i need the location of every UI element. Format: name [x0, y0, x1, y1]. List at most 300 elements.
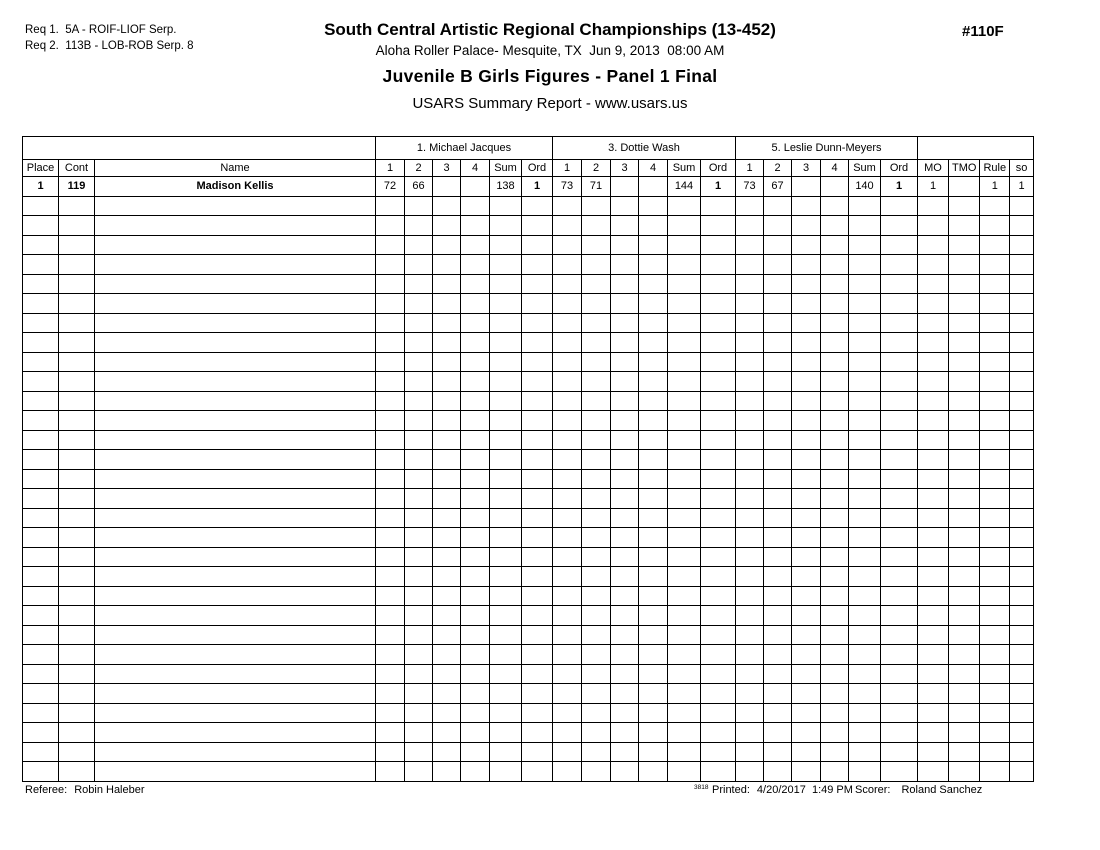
cell-so — [1010, 235, 1034, 255]
cell-j2-score2 — [582, 372, 611, 392]
cell-j2-ord — [701, 528, 736, 548]
cell-j3-score1 — [736, 606, 764, 626]
cell-j2-score4 — [639, 508, 668, 528]
cell-j2-score1 — [553, 391, 582, 411]
cell-rule — [980, 528, 1010, 548]
cell-j3-sum — [849, 294, 881, 314]
cell-rule — [980, 430, 1010, 450]
cell-rule — [980, 313, 1010, 333]
cell-j2-score4 — [639, 625, 668, 645]
cell-j3-sum — [849, 274, 881, 294]
cell-j2-score3 — [611, 333, 639, 353]
cell-j3-score2 — [764, 547, 792, 567]
cell-j1-score1 — [376, 255, 405, 275]
cell-cont — [59, 430, 95, 450]
cell-name — [95, 450, 376, 470]
cell-j1-sum — [490, 372, 522, 392]
event-title: Juvenile B Girls Figures - Panel 1 Final — [382, 66, 718, 86]
cell-j3-score3 — [792, 762, 821, 782]
cell-mo: 1 — [918, 177, 949, 197]
cell-mo — [918, 606, 949, 626]
cell-tmo — [949, 177, 980, 197]
cell-j2-score2 — [582, 313, 611, 333]
cell-j3-score2 — [764, 625, 792, 645]
cell-cont — [59, 372, 95, 392]
judge-row-spacer-right — [918, 137, 1034, 160]
cell-j3-score3 — [792, 313, 821, 333]
cell-j1-sum — [490, 333, 522, 353]
cell-j2-ord — [701, 430, 736, 450]
cell-place — [23, 391, 59, 411]
cell-mo — [918, 255, 949, 275]
cell-place — [23, 664, 59, 684]
cell-j2-sum — [668, 411, 701, 431]
cell-j2-score3 — [611, 586, 639, 606]
cell-j2-score3 — [611, 411, 639, 431]
cell-j3-score1 — [736, 469, 764, 489]
cell-j2-score3 — [611, 606, 639, 626]
cell-place — [23, 742, 59, 762]
cell-so — [1010, 645, 1034, 665]
cell-rule — [980, 645, 1010, 665]
cell-name — [95, 313, 376, 333]
cell-j3-sum — [849, 255, 881, 275]
cell-j3-sum — [849, 547, 881, 567]
cell-j1-score1 — [376, 762, 405, 782]
cell-tmo — [949, 528, 980, 548]
cell-j3-sum — [849, 567, 881, 587]
cell-j2-ord — [701, 489, 736, 509]
empty-row — [23, 196, 1034, 216]
cell-j3-score1 — [736, 430, 764, 450]
cell-j1-ord — [522, 391, 553, 411]
cell-j1-sum — [490, 489, 522, 509]
empty-row — [23, 352, 1034, 372]
cell-j2-sum — [668, 684, 701, 704]
cell-j1-score1 — [376, 625, 405, 645]
cell-j2-sum — [668, 274, 701, 294]
cell-j3-score3 — [792, 567, 821, 587]
cell-j1-score3 — [433, 450, 461, 470]
cell-rule — [980, 508, 1010, 528]
cell-cont — [59, 235, 95, 255]
cell-j2-score3 — [611, 528, 639, 548]
cell-j2-score3 — [611, 645, 639, 665]
cell-j1-score1 — [376, 742, 405, 762]
col-header-mo: MO — [918, 160, 949, 177]
cell-j2-score3 — [611, 684, 639, 704]
cell-j2-score3 — [611, 547, 639, 567]
cell-j2-ord: 1 — [701, 177, 736, 197]
cell-j3-score1 — [736, 664, 764, 684]
cell-j2-ord — [701, 547, 736, 567]
cell-j3-score4 — [821, 547, 849, 567]
cell-j3-ord — [881, 567, 918, 587]
cell-j3-score2 — [764, 586, 792, 606]
cell-j1-ord — [522, 196, 553, 216]
cell-j1-ord — [522, 313, 553, 333]
cell-j3-score2 — [764, 274, 792, 294]
cell-j1-sum — [490, 606, 522, 626]
cell-j1-score3 — [433, 645, 461, 665]
cell-j2-score4 — [639, 294, 668, 314]
cell-j3-score1 — [736, 352, 764, 372]
cell-rule — [980, 664, 1010, 684]
cell-j3-score3 — [792, 177, 821, 197]
cell-j3-score3 — [792, 196, 821, 216]
cell-j2-score2 — [582, 645, 611, 665]
cell-j2-score1 — [553, 372, 582, 392]
empty-row — [23, 391, 1034, 411]
cell-j3-score4 — [821, 411, 849, 431]
col-header-j3-ord: Ord — [881, 160, 918, 177]
cell-j3-score1 — [736, 196, 764, 216]
cell-j2-score1 — [553, 313, 582, 333]
empty-row — [23, 450, 1034, 470]
cell-rule — [980, 469, 1010, 489]
cell-cont — [59, 216, 95, 236]
cell-j3-score1 — [736, 294, 764, 314]
event-number: #110F — [962, 23, 1004, 40]
cell-j1-score1 — [376, 547, 405, 567]
cell-name — [95, 625, 376, 645]
cell-j2-score4 — [639, 391, 668, 411]
cell-j1-ord — [522, 586, 553, 606]
cell-j3-score3 — [792, 645, 821, 665]
cell-j2-ord — [701, 333, 736, 353]
cell-j2-score3 — [611, 294, 639, 314]
cell-j2-score4 — [639, 684, 668, 704]
cell-place — [23, 216, 59, 236]
cell-j1-sum — [490, 625, 522, 645]
cell-rule — [980, 216, 1010, 236]
cell-j1-score4 — [461, 489, 490, 509]
cell-j1-sum — [490, 411, 522, 431]
cell-j2-score2 — [582, 762, 611, 782]
cell-tmo — [949, 567, 980, 587]
cell-j3-score2 — [764, 391, 792, 411]
cell-j2-ord — [701, 469, 736, 489]
cell-j1-score3 — [433, 684, 461, 704]
cell-j1-score1 — [376, 586, 405, 606]
cell-j3-sum — [849, 411, 881, 431]
cell-j3-sum — [849, 742, 881, 762]
cell-cont — [59, 528, 95, 548]
cell-j1-score2 — [405, 703, 433, 723]
cell-cont — [59, 684, 95, 704]
cell-j1-score3 — [433, 528, 461, 548]
cell-cont — [59, 196, 95, 216]
cell-j2-sum — [668, 391, 701, 411]
cell-j2-score1 — [553, 255, 582, 275]
cell-j1-score3 — [433, 742, 461, 762]
cell-j1-score3 — [433, 411, 461, 431]
cell-j3-ord — [881, 625, 918, 645]
cell-j3-ord — [881, 430, 918, 450]
empty-row — [23, 586, 1034, 606]
cell-j3-ord — [881, 235, 918, 255]
cell-j1-score1 — [376, 450, 405, 470]
cell-j3-score4 — [821, 372, 849, 392]
cell-name — [95, 586, 376, 606]
cell-j1-score3 — [433, 703, 461, 723]
cell-j3-score3 — [792, 430, 821, 450]
cell-j3-score3 — [792, 216, 821, 236]
cell-place — [23, 762, 59, 782]
cell-name — [95, 664, 376, 684]
empty-row — [23, 294, 1034, 314]
cell-mo — [918, 625, 949, 645]
cell-j1-sum — [490, 567, 522, 587]
cell-j2-score1 — [553, 703, 582, 723]
cell-tmo — [949, 430, 980, 450]
cell-j3-score4 — [821, 333, 849, 353]
cell-rule — [980, 567, 1010, 587]
cell-cont — [59, 274, 95, 294]
cell-j3-score4 — [821, 664, 849, 684]
judge-row-spacer-left — [23, 137, 376, 160]
cell-mo — [918, 586, 949, 606]
cell-j1-score2 — [405, 508, 433, 528]
cell-j2-sum — [668, 489, 701, 509]
cell-j3-sum — [849, 469, 881, 489]
judge-header-1: 1. Michael Jacques — [376, 137, 553, 160]
cell-j1-score1 — [376, 645, 405, 665]
col-header-j1-score2: 2 — [405, 160, 433, 177]
cell-j2-ord — [701, 625, 736, 645]
cell-rule — [980, 372, 1010, 392]
cell-j1-score1 — [376, 528, 405, 548]
col-header-j3-score1: 1 — [736, 160, 764, 177]
cell-j1-score2 — [405, 216, 433, 236]
cell-name — [95, 723, 376, 743]
cell-j1-score1 — [376, 313, 405, 333]
cell-j1-score4 — [461, 567, 490, 587]
cell-so — [1010, 625, 1034, 645]
cell-j2-score4 — [639, 255, 668, 275]
cell-so — [1010, 762, 1034, 782]
cell-mo — [918, 684, 949, 704]
result-row — [23, 177, 1034, 197]
scorer-label: Scorer: — [855, 784, 891, 796]
cell-j3-score4 — [821, 567, 849, 587]
cell-j1-ord — [522, 742, 553, 762]
cell-j2-score1 — [553, 684, 582, 704]
cell-j2-sum — [668, 547, 701, 567]
cell-j1-score4 — [461, 274, 490, 294]
cell-j2-score2 — [582, 606, 611, 626]
cell-j3-score2 — [764, 508, 792, 528]
cell-place — [23, 606, 59, 626]
cell-name — [95, 645, 376, 665]
cell-j3-score3 — [792, 352, 821, 372]
cell-j2-sum — [668, 235, 701, 255]
cell-place — [23, 196, 59, 216]
cell-j1-sum — [490, 586, 522, 606]
cell-j3-score1 — [736, 567, 764, 587]
cell-j3-ord — [881, 255, 918, 275]
cell-rule — [980, 255, 1010, 275]
cell-j1-score2 — [405, 333, 433, 353]
cell-j2-score3 — [611, 372, 639, 392]
cell-tmo — [949, 274, 980, 294]
cell-j3-sum — [849, 235, 881, 255]
cell-j3-sum — [849, 333, 881, 353]
cell-j1-sum: 138 — [490, 177, 522, 197]
cell-so — [1010, 216, 1034, 236]
cell-j2-score3 — [611, 489, 639, 509]
cell-j1-score1 — [376, 489, 405, 509]
cell-j1-score1 — [376, 606, 405, 626]
cell-j1-sum — [490, 294, 522, 314]
cell-j1-ord — [522, 352, 553, 372]
cell-tmo — [949, 625, 980, 645]
cell-j1-score2 — [405, 411, 433, 431]
cell-j3-score2 — [764, 430, 792, 450]
cell-j1-sum — [490, 664, 522, 684]
requirement-2: Req 2. 113B - LOB-ROB Serp. 8 — [25, 40, 194, 52]
empty-row — [23, 216, 1034, 236]
cell-j2-score2 — [582, 216, 611, 236]
cell-j3-ord — [881, 723, 918, 743]
col-header-j3-score4: 4 — [821, 160, 849, 177]
cell-j2-score1 — [553, 274, 582, 294]
cell-j3-sum — [849, 684, 881, 704]
cell-j3-score4 — [821, 742, 849, 762]
cell-j1-score4 — [461, 469, 490, 489]
cell-j3-ord — [881, 196, 918, 216]
cell-so — [1010, 684, 1034, 704]
cell-name — [95, 547, 376, 567]
cell-name — [95, 606, 376, 626]
cell-j3-score3 — [792, 742, 821, 762]
cell-j1-score2 — [405, 664, 433, 684]
cell-j2-score2 — [582, 742, 611, 762]
cell-j1-score2 — [405, 723, 433, 743]
cell-j1-score2 — [405, 391, 433, 411]
cell-name — [95, 294, 376, 314]
cell-tmo — [949, 313, 980, 333]
cell-tmo — [949, 723, 980, 743]
results-table — [22, 136, 1034, 782]
cell-j3-sum — [849, 450, 881, 470]
col-header-rule: Rule — [980, 160, 1010, 177]
cell-j2-sum — [668, 352, 701, 372]
cell-j2-score2 — [582, 391, 611, 411]
col-header-so: so — [1010, 160, 1034, 177]
empty-row — [23, 762, 1034, 782]
cell-j1-score1 — [376, 196, 405, 216]
cell-j2-score1 — [553, 352, 582, 372]
cell-j3-ord — [881, 274, 918, 294]
cell-j2-score1 — [553, 528, 582, 548]
cell-j2-sum — [668, 313, 701, 333]
cell-j2-ord — [701, 391, 736, 411]
printed-value: 4/20/2017 1:49 PM — [756, 784, 853, 796]
cell-j1-score4 — [461, 664, 490, 684]
cell-j1-score3 — [433, 723, 461, 743]
cell-j1-score4 — [461, 508, 490, 528]
cell-j1-score2 — [405, 372, 433, 392]
cell-tmo — [949, 469, 980, 489]
cell-place — [23, 703, 59, 723]
cell-j2-score3 — [611, 450, 639, 470]
cell-so — [1010, 372, 1034, 392]
cell-j2-ord — [701, 352, 736, 372]
cell-j1-score1 — [376, 567, 405, 587]
cell-j1-ord — [522, 372, 553, 392]
cell-name — [95, 703, 376, 723]
cell-j3-score3 — [792, 606, 821, 626]
cell-j2-ord — [701, 450, 736, 470]
col-header-j2-score2: 2 — [582, 160, 611, 177]
printed-label: Printed: — [712, 784, 750, 796]
cell-rule — [980, 684, 1010, 704]
cell-j1-score3 — [433, 508, 461, 528]
cell-so — [1010, 196, 1034, 216]
cell-j3-sum — [849, 606, 881, 626]
cell-j1-score2 — [405, 547, 433, 567]
cell-j2-score2 — [582, 567, 611, 587]
cell-mo — [918, 547, 949, 567]
cell-j2-score4 — [639, 723, 668, 743]
cell-j1-sum — [490, 352, 522, 372]
col-header-j2-score1: 1 — [553, 160, 582, 177]
cell-j1-ord — [522, 469, 553, 489]
cell-j2-score1 — [553, 216, 582, 236]
cell-mo — [918, 664, 949, 684]
cell-mo — [918, 567, 949, 587]
cell-j2-score1 — [553, 489, 582, 509]
cell-j3-score2 — [764, 742, 792, 762]
cell-mo — [918, 216, 949, 236]
cell-tmo — [949, 255, 980, 275]
cell-j3-score1 — [736, 391, 764, 411]
cell-j1-ord — [522, 703, 553, 723]
cell-j2-sum — [668, 528, 701, 548]
requirement-1: Req 1. 5A - ROIF-LIOF Serp. — [25, 24, 177, 36]
cell-j2-ord — [701, 294, 736, 314]
cell-j3-score3 — [792, 703, 821, 723]
empty-row — [23, 333, 1034, 353]
cell-j1-score3 — [433, 762, 461, 782]
cell-j2-score3 — [611, 255, 639, 275]
scorer-block — [855, 784, 982, 796]
cell-j1-score2 — [405, 606, 433, 626]
cell-j3-score1 — [736, 255, 764, 275]
cell-place — [23, 352, 59, 372]
cell-j1-score2 — [405, 430, 433, 450]
cell-place — [23, 294, 59, 314]
cell-j1-sum — [490, 742, 522, 762]
cell-j2-sum — [668, 567, 701, 587]
cell-j3-score4 — [821, 469, 849, 489]
cell-j1-score2 — [405, 645, 433, 665]
cell-j3-score4 — [821, 606, 849, 626]
empty-row — [23, 508, 1034, 528]
cell-j1-score2 — [405, 489, 433, 509]
cell-j1-score3 — [433, 274, 461, 294]
cell-j2-score4 — [639, 450, 668, 470]
cell-j3-sum — [849, 313, 881, 333]
cell-tmo — [949, 664, 980, 684]
cell-so — [1010, 313, 1034, 333]
cell-j1-ord — [522, 645, 553, 665]
cell-j1-ord — [522, 528, 553, 548]
cell-place: 1 — [23, 177, 59, 197]
cell-place — [23, 274, 59, 294]
cell-j3-score2 — [764, 333, 792, 353]
